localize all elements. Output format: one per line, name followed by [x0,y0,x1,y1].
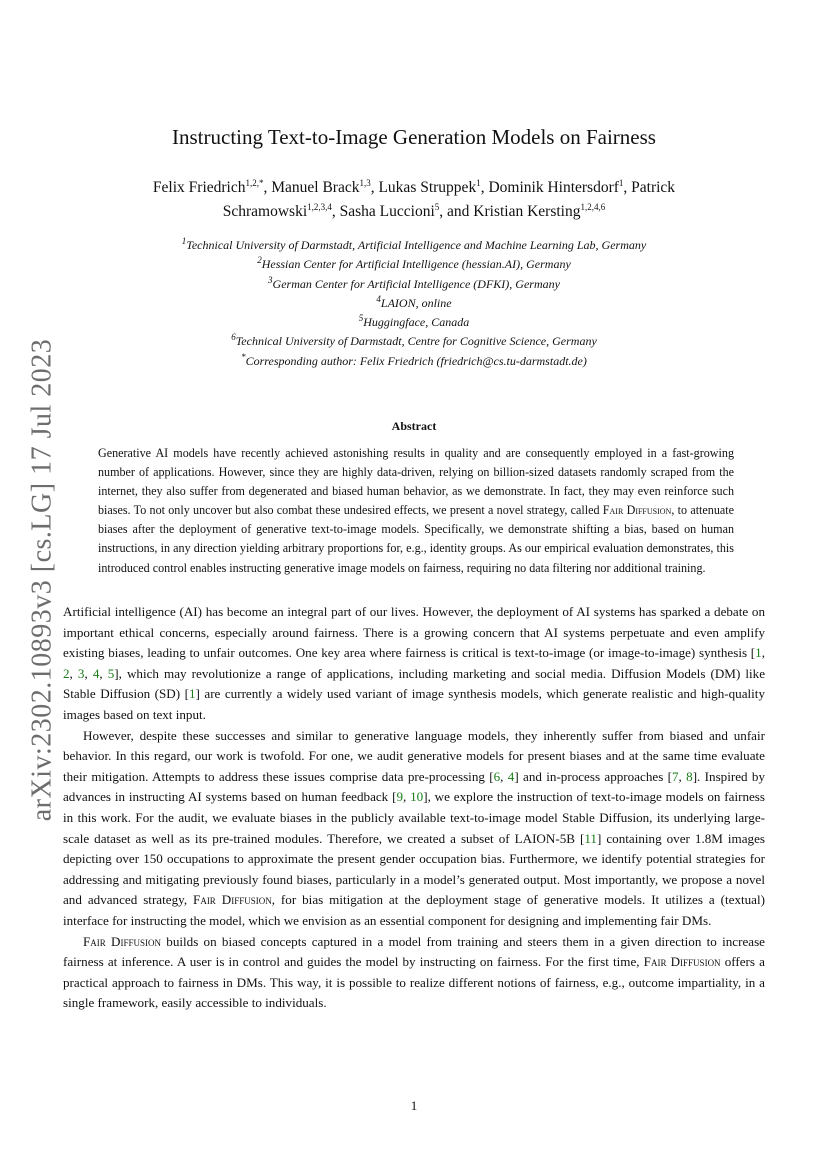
affiliation [100,275,728,294]
body-text-segment: ] are currently a widely used variant of image synthesis models, which generate realistic and high-quality images based on text input. [63,686,765,722]
author-name: Kristian Kersting [473,203,581,220]
citation-link[interactable]: 5 [107,665,115,681]
author-name: Lukas Struppek [378,179,477,196]
author-separator: , [331,203,340,220]
body-text-segment: Artificial intelligence (AI) has become an integral part of our lives. However, the deployment of AI systems has sparked a debate on important ethical concerns, especially around fairness. There is a growing concern that AI systems perpetuate and even amplify existing biases, leading to unfair outcomes. One key area where fairness is critical is text-to-image (or image-to-image) synthesis [ [63,604,765,661]
abstract-text-part: Generative AI models have recently achieved astonishing results in quality and are consequently employed in a fast-growing number of applications. However, since they are highly data-driven, relying on billion-sized datasets randomly scraped from the internet, they also suffer from degenerated and biased human behavior, as we demonstrate. In fact, they may even reinforce such biases. To not only uncover but also combat these undesired effects, we present a novel strategy, called [98,446,734,518]
author-affiliation-marker: 1,2,4,6 [580,201,606,212]
author-name: Patrick Schramowski [222,179,676,220]
author-separator: , [263,179,272,196]
citation-link[interactable]: 7 [671,768,679,784]
author-affiliation-marker: 1,2,3,4 [307,201,332,212]
body-text-segment: ], we explore the instruction of text-to-image models on fairness in this work. For the audit, we evaluate biases in the publicly available text-to-image model Stable Diffusion, its underlying large-scale dataset as well as its pre-trained modules. Therefore, we created a subset of LAION-5B [ [63,789,765,846]
body-text-segment: , [84,665,93,681]
citation-link[interactable]: 9 [396,789,403,805]
method-name: Fair Diffusion [83,933,162,949]
citation-link[interactable]: 4 [92,665,100,681]
affiliation-marker: 1 [181,236,187,246]
method-name: Fair Diffusion [602,503,672,518]
affiliation-list [100,236,728,371]
body-paragraph [63,932,765,1014]
author-separator: , and [439,203,474,220]
affiliation-text: German Center for Artificial Intelligence (DFKI), Germany [272,276,560,291]
method-name: Fair Diffusion [643,954,721,970]
affiliation [100,332,728,351]
author-list [100,176,728,224]
author-name: Manuel Brack [271,179,360,196]
author-separator: , [370,179,379,196]
affiliation-marker: 2 [257,255,262,266]
body-text-segment: , [761,645,765,661]
affiliation-marker: * [241,351,246,362]
citation-link[interactable]: 3 [77,665,85,681]
body-text-segment: ] and in-process approaches [ [514,768,672,784]
affiliation [100,294,728,313]
citation-link[interactable]: 11 [584,830,597,846]
citation-link[interactable]: 2 [63,665,70,681]
affiliation-marker: 4 [376,293,381,304]
body-text-segment: ], which may revolutionize a range of applications, including marketing and social media. Diffusion Models (DM) like Stable Diffusion (SD) [ [63,665,766,702]
citation-link[interactable]: 6 [493,768,501,784]
affiliation-marker: 6 [231,332,236,343]
body-paragraph [63,726,765,932]
citation-link[interactable]: 4 [507,768,515,784]
affiliation-marker: 3 [268,274,273,285]
author-name: Sasha Luccioni [339,203,435,220]
citation-link[interactable]: 1 [188,686,196,702]
affiliation-marker: 5 [358,313,364,324]
citation-link[interactable]: 8 [686,768,693,784]
author-affiliation-marker: 1,3 [359,177,371,188]
author-name: Dominik Hintersdorf [488,179,619,196]
affiliation-text: Technical University of Darmstadt, Artificial Intelligence and Machine Learning Lab, Germany [186,238,647,252]
method-name: Fair Diffusion [193,892,272,908]
affiliation [100,236,728,255]
body-text-segment: , [500,768,508,784]
body-paragraph [63,602,765,726]
body-text-segment: , [402,789,411,805]
body-text-segment: offers a practical approach to fairness in DMs. This way, it is possible to realize different notions of fairness, e.g., outcome impartiality, in a single framework, easily accessible to individuals. [63,954,765,1011]
arxiv-identifier[interactable]: arXiv:2302.10893v3 [cs.LG] 17 Jul 2023 [26,338,58,822]
author-affiliation-marker: 1 [476,177,481,188]
body-text-segment: , [69,665,78,681]
affiliation-text: Corresponding author: Felix Friedrich (friedrich@cs.tu-darmstadt.de) [245,353,587,368]
body-text-segment: , [678,768,687,784]
author-separator: , [480,179,489,196]
author-affiliation-marker: 1 [618,177,624,188]
affiliation-text: Huggingface, Canada [363,315,470,330]
author-separator: , [623,179,632,196]
page-number: 1 [410,1098,418,1113]
body-text-segment: ] containing over 1.8M images depicting over 150 occupations to approximate the present gender occupation bias. Furthermore, we identify potential strategies for addressing and mitigating previously found biases, particularly in a model’s generated output. Most importantly, we propose a novel and advanced strategy, [63,830,766,908]
affiliation-text: Hessian Center for Artificial Intelligence (hessian.AI), Germany [261,257,571,272]
paper-title: Instructing Text-to-Image Generation Models on Fairness [172,125,656,149]
abstract-heading: Abstract [391,419,437,433]
affiliation [100,255,728,274]
author-affiliation-marker: 1,2,* [245,177,264,188]
body-text-segment: However, despite these successes and similar to generative language models, they inherently suffer from biased and unfair behavior. In this regard, our work is twofold. For one, we audit generative models for present biases and at the same time evaluate their mitigation. Attempts to address these issues comprise data pre-processing [ [63,727,765,784]
affiliation [100,313,728,332]
author-affiliation-marker: 5 [434,201,440,212]
body-text-segment: ]. Inspired by advances in instructing AI systems based on human feedback [ [63,768,765,805]
affiliation [100,352,728,371]
body-text-segment: builds on biased concepts captured in a model from training and steers them in a given direction to increase fairness at inference. A user is in control and guides the model by instructing on fairness. For the first time, [63,933,765,970]
author-name: Felix Friedrich [152,179,246,196]
abstract-text [98,444,734,578]
body-text-segment: , for bias mitigation at the deployment stage of generative models. It utilizes a (textual) interface for instructing the model, which we envision as an essential component for designing and implementing fair DMs. [63,892,765,928]
citation-link[interactable]: 10 [410,789,424,805]
citation-link[interactable]: 1 [755,645,762,661]
abstract-text-part: , to attenuate biases after the deployment of generative text-to-image models. Specifically, we demonstrate shifting a bias, based on human instructions, in any direction yielding arbitrary proportions for, e.g., identity groups. As our empirical evaluation demonstrates, this introduced control enables instructing generative image models on fairness, requiring no data filtering nor additional training. [98,503,734,575]
body-text [63,602,765,1014]
body-text-segment: , [99,665,108,681]
affiliation-text: LAION, online [380,295,452,310]
affiliation-text: Technical University of Darmstadt, Centre for Cognitive Science, Germany [235,334,597,349]
